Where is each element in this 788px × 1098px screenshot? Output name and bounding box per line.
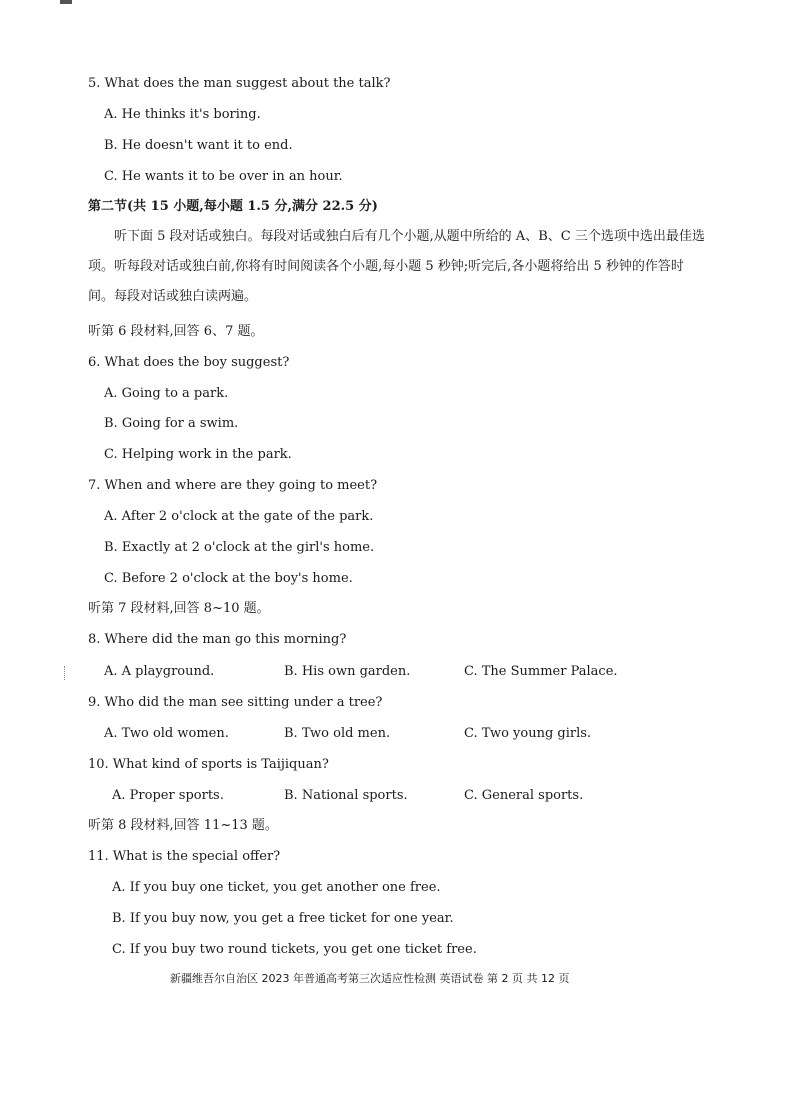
question-5-option-b: B. He doesn't want it to end. (104, 138, 293, 153)
question-5: 5. What does the man suggest about the talk? (88, 76, 391, 91)
question-10-option-c: C. General sports. (464, 788, 584, 803)
question-9-option-a: A. Two old women. (104, 726, 229, 741)
question-9-option-c: C. Two young girls. (464, 726, 592, 741)
question-7-option-a: A. After 2 o'clock at the gate of the park. (104, 509, 374, 524)
question-8: 8. Where did the man go this morning? (88, 632, 347, 647)
corner-mark (60, 0, 72, 4)
question-8-option-c: C. The Summer Palace. (464, 664, 618, 679)
question-9-option-b: B. Two old men. (284, 726, 391, 741)
question-7-option-c: C. Before 2 o'clock at the boy's home. (104, 571, 353, 586)
question-11-option-b: B. If you buy now, you get a free ticket for one year. (112, 911, 454, 926)
question-11-option-c: C. If you buy two round tickets, you get one ticket free. (112, 942, 477, 957)
question-8-option-a: A. A playground. (104, 664, 215, 679)
question-6-option-a: A. Going to a park. (104, 386, 229, 401)
question-8-option-b: B. His own garden. (284, 664, 411, 679)
question-7: 7. When and where are they going to meet? (88, 478, 378, 493)
material-7-heading: 听第 7 段材料,回答 8~10 题。 (88, 601, 270, 616)
question-11: 11. What is the special offer? (88, 849, 281, 864)
question-6-option-c: C. Helping work in the park. (104, 447, 292, 462)
section-2-title: 第二节(共 15 小题,每小题 1.5 分,满分 22.5 分) (88, 199, 378, 214)
question-6-option-b: B. Going for a swim. (104, 416, 239, 431)
question-5-option-a: A. He thinks it's boring. (104, 107, 261, 122)
question-5-option-c: C. He wants it to be over in an hour. (104, 169, 343, 184)
question-7-option-b: B. Exactly at 2 o'clock at the girl's home. (104, 540, 375, 555)
page-footer: 新疆维吾尔自治区 2023 年普通高考第三次适应性检测 英语试卷 第 2 页 共 12 页 (170, 972, 570, 985)
margin-mark (64, 666, 67, 680)
question-6: 6. What does the boy suggest? (88, 355, 290, 370)
question-11-option-a: A. If you buy one ticket, you get another one free. (112, 880, 441, 895)
question-10: 10. What kind of sports is Taijiquan? (88, 757, 329, 772)
question-10-option-b: B. National sports. (284, 788, 408, 803)
question-9: 9. Who did the man see sitting under a tree? (88, 695, 383, 710)
question-10-option-a: A. Proper sports. (112, 788, 224, 803)
material-8-heading: 听第 8 段材料,回答 11~13 题。 (88, 818, 278, 833)
material-6-heading: 听第 6 段材料,回答 6、7 题。 (88, 324, 264, 339)
section-2-instructions: 听下面 5 段对话或独白。每段对话或独白后有几个小题,从题中所给的 A、B、C 三个选项中选出最佳选项。听每段对话或独白前,你将有时间阅读各个小题,每小题 5 秒钟;听完后,各小题将给出 5 秒钟的作答时间。每段对话或独白读两遍。 (88, 229, 705, 304)
